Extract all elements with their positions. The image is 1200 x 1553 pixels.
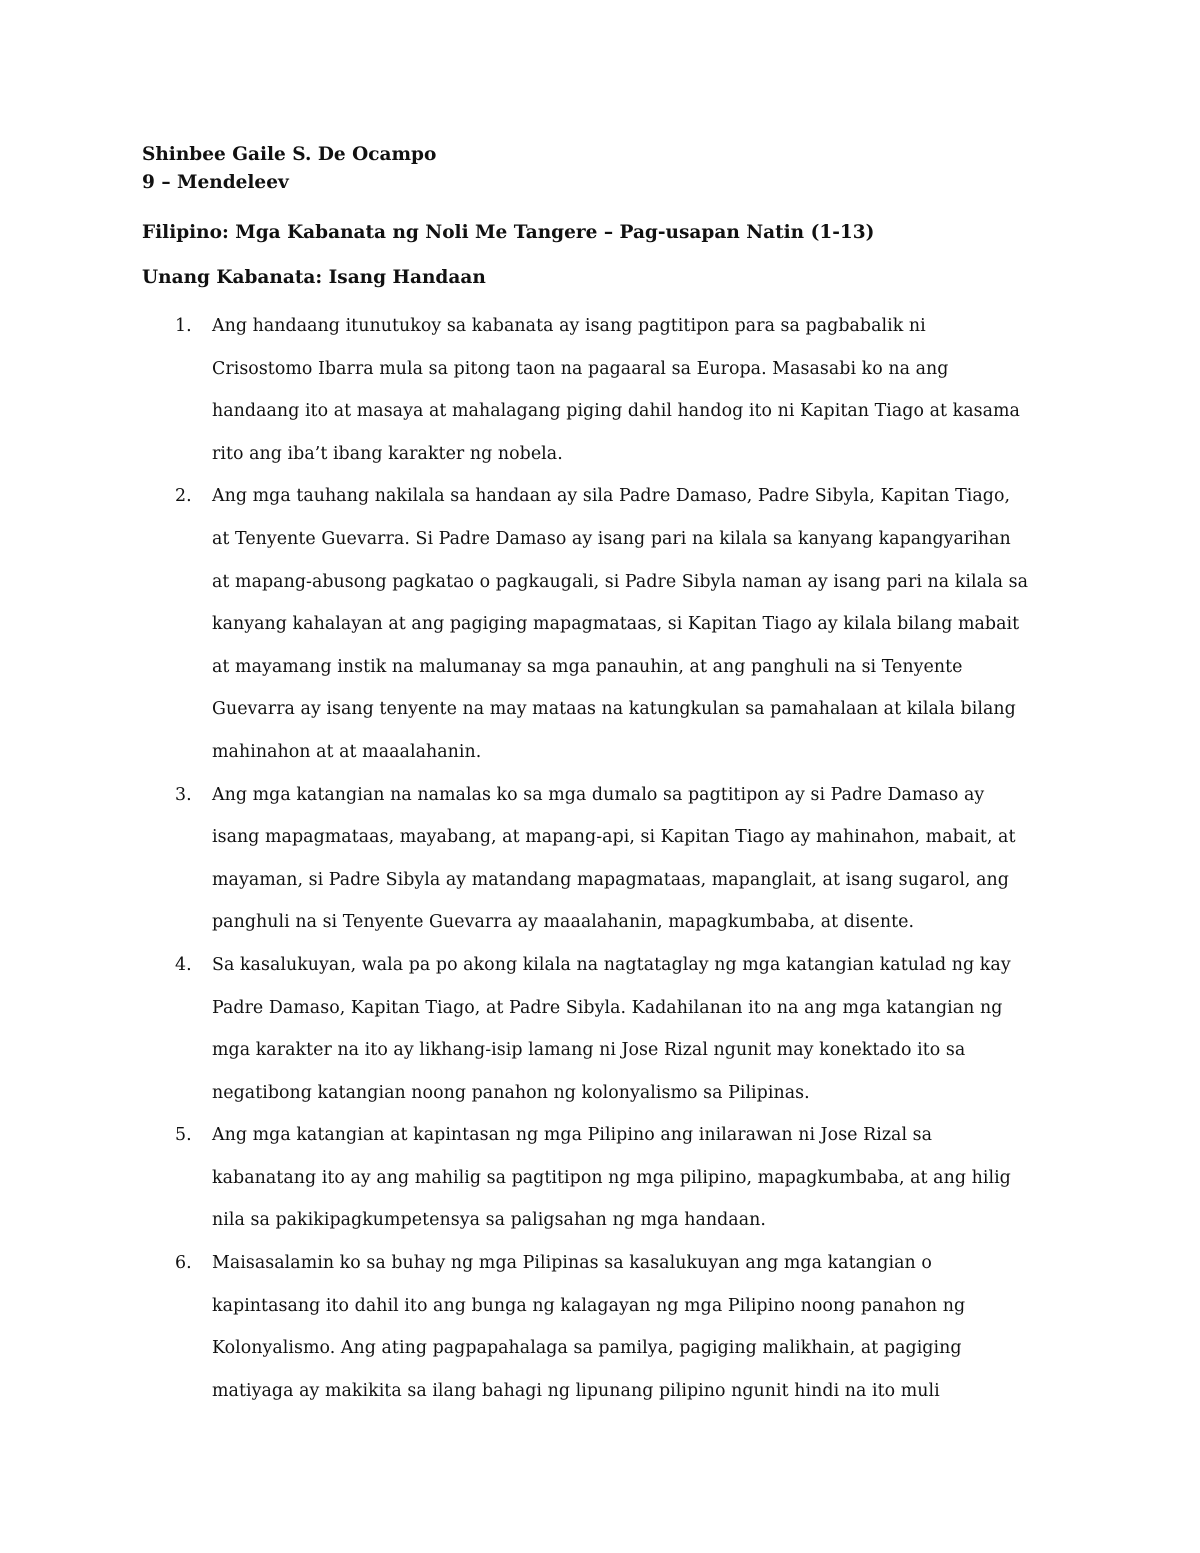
answer-line: kanyang kahalayan at ang pagiging mapagmataas, si Kapitan Tiago ay kilala bilang mabait (212, 614, 1020, 635)
answer-line: Padre Damaso, Kapitan Tiago, at Padre Sibyla. Kadahilanan ito na ang mga katangian ng (212, 997, 1003, 1018)
answer-line: at mayamang instik na malumanay sa mga panauhin, at ang panghuli na si Tenyente (212, 656, 963, 677)
answer-line: mga karakter na ito ay likhang-isip lamang ni Jose Rizal ngunit may konektado ito sa (212, 1040, 966, 1061)
document-header (142, 141, 1082, 292)
answer-line: kabanatang ito ay ang mahilig sa pagtitipon ng mga pilipino, mapagkumbaba, at ang hilig (212, 1167, 1011, 1188)
answer-line: Crisostomo Ibarra mula sa pitong taon na pagaaral sa Europa. Masasabi ko na ang (212, 358, 949, 379)
answer-line: Ang mga tauhang nakilala sa handaan ay sila Padre Damaso, Padre Sibyla, Kapitan Tiago, (212, 486, 1011, 507)
answer-line: Sa kasalukuyan, wala pa po akong kilala na nagtataglay ng mga katangian katulad ng kay (212, 954, 1011, 975)
answer-line: negatibong katangian noong panahon ng kolonyalismo sa Pilipinas. (212, 1082, 810, 1103)
answer-item (142, 944, 1062, 1114)
answer-number: 3. (175, 784, 192, 805)
answer-number: 5. (175, 1125, 192, 1146)
answer-number: 1. (175, 316, 192, 336)
answer-line: mayaman, si Padre Sibyla ay matandang mapagmataas, mapanglait, at isang sugarol, ang (212, 869, 1009, 890)
answer-item (142, 1242, 1062, 1412)
answer-list (142, 305, 1062, 1412)
answer-item (142, 475, 1062, 773)
answer-number: 4. (175, 954, 192, 975)
answer-line: matiyaga ay makikita sa ilang bahagi ng lipunang pilipino ngunit hindi na ito muli (212, 1380, 940, 1401)
answer-item (142, 305, 1062, 475)
answer-line: Ang mga katangian na namalas ko sa mga dumalo sa pagtitipon ay si Padre Damaso ay (212, 784, 985, 805)
answer-number: 6. (175, 1253, 192, 1274)
chapter-heading: Unang Kabanata: Isang Handaan (142, 267, 486, 288)
assignment-title: Filipino: Mga Kabanata ng Noli Me Tangere – Pag-usapan Natin (1-13) (142, 222, 875, 243)
answer-line: handaang ito at masaya at mahalagang piging dahil handog ito ni Kapitan Tiago at kasama (212, 401, 1020, 422)
answer-item (142, 1114, 1062, 1242)
answer-line: panghuli na si Tenyente Guevarra ay maaalahanin, mapagkumbaba, at disente. (212, 912, 915, 933)
answer-line: at mapang-abusong pagkatao o pagkaugali, si Padre Sibyla naman ay isang pari na kilala sa (212, 571, 1029, 592)
answer-line: isang mapagmataas, mayabang, at mapang-api, si Kapitan Tiago ay mahinahon, mabait, at (212, 827, 1016, 848)
answer-line: kapintasang ito dahil ito ang bunga ng kalagayan ng mga Pilipino noong panahon ng (212, 1295, 966, 1316)
answer-number: 2. (175, 486, 192, 507)
author-name: Shinbee Gaile S. De Ocampo (142, 144, 437, 165)
answer-line: at Tenyente Guevarra. Si Padre Damaso ay isang pari na kilala sa kanyang kapangyarihan (212, 528, 1011, 549)
answer-line: nila sa pakikipagkumpetensya sa paligsahan ng mga handaan. (212, 1210, 766, 1231)
author-section: 9 – Mendeleev (142, 172, 289, 193)
answer-item (142, 774, 1062, 944)
answer-line: Maisasalamin ko sa buhay ng mga Pilipinas sa kasalukuyan ang mga katangian o (212, 1253, 932, 1274)
answer-line: mahinahon at at maaalahanin. (212, 741, 482, 762)
answer-line: rito ang iba’t ibang karakter ng nobela. (212, 443, 563, 464)
answer-line: Ang mga katangian at kapintasan ng mga Pilipino ang inilarawan ni Jose Rizal sa (212, 1125, 933, 1146)
answer-line: Kolonyalismo. Ang ating pagpapahalaga sa pamilya, pagiging malikhain, at pagiging (212, 1338, 962, 1359)
answer-line: Guevarra ay isang tenyente na may mataas na katungkulan sa pamahalaan at kilala bilang (212, 699, 1016, 720)
answer-line: Ang handaang itunutukoy sa kabanata ay isang pagtitipon para sa pagbabalik ni (212, 316, 926, 336)
